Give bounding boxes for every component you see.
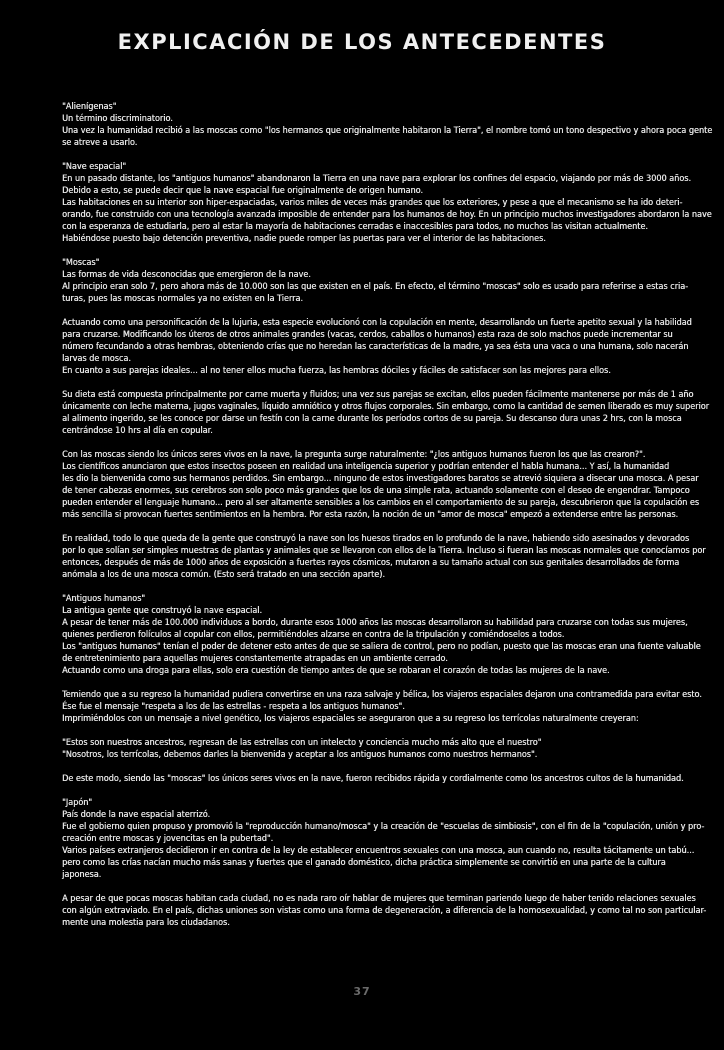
text-line: más sencilla si provocan fuertes sentimientos en la hembra. Por esta razón, la noción de un "amor de mosca" empezó a extenderse entre las personas. — [62, 510, 679, 520]
text-line: con algún extraviado. En el país, dichas uniones son vistas como una forma de degeneración, a diferencia de la homosexualidad, y como tal no son particular- — [62, 906, 707, 916]
text-line: anómala a los de una mosca común. (Esto será tratado en una sección aparte). — [62, 570, 385, 580]
text-line: Temiendo que a su regreso la humanidad pudiera convertirse en una raza salvaje y bélica, los viajeros espaciales dejaron una contramedida para evitar esto. — [62, 690, 702, 700]
text-line: En un pasado distante, los "antiguos humanos" abandonaron la Tierra en una nave para explorar los confines del espacio, viajando por más de 3000 años. — [62, 174, 691, 184]
text-line: Varios países extranjeros decidieron ir en contra de la ley de establecer encuentros sexuales con una mosca, aun cuando no, resulta tácitamente un tabú... — [62, 846, 695, 856]
paragraph — [62, 737, 674, 761]
text-line: "Estos son nuestros ancestros, regresan de las estrellas con un intelecto y conciencia mucho más alto que el nuestro" — [62, 738, 542, 748]
paragraph — [62, 389, 709, 437]
text-line: Actuando como una droga para ellas, solo era cuestión de tiempo antes de que se robaran el corazón de todas las mujeres de la nave. — [62, 666, 610, 676]
section — [62, 161, 712, 245]
page-title: EXPLICACIÓN DE LOS ANTECEDENTES — [117, 30, 607, 54]
paragraph — [62, 689, 702, 725]
text-line: Debido a esto, se puede decir que la nave espacial fue originalmente de origen humano. — [62, 186, 423, 196]
text-line: En cuanto a sus parejas ideales... al no tener ellos mucha fuerza, las hembras dóciles y fáciles de satisfacer son las mejores para ellos. — [62, 366, 611, 376]
paragraph — [62, 269, 689, 305]
section — [62, 593, 702, 785]
text-line: "Nosotros, los terrícolas, debemos darles la bienvenida y aceptar a los antiguos humanos como nuestros hermanos". — [62, 750, 538, 760]
text-line: Imprimiéndolos con un mensaje a nivel genético, los viajeros espaciales se aseguraron que a su regreso los terrícolas naturalmente creyeran: — [62, 714, 639, 724]
text-line: Las formas de vida desconocidas que emergieron de la nave. — [62, 270, 311, 280]
text-line: al alimento ingerido, se les conoce por darse un festín con la carne durante los períodos cortos de su pareja. Su descanso dura unas 2 hrs, con la mosca — [62, 414, 682, 424]
text-line: para cruzarse. Modificando los úteros de otros animales grandes (vacas, cerdos, caballos o humanos) esta raza de solo machos puede incrementar su — [62, 330, 673, 340]
text-line: Una vez la humanidad recibió a las moscas como "los hermanos que originalmente habitaron la Tierra", el nombre tomó un tono despectivo y ahora poca gente — [62, 126, 713, 136]
text-line: centrándose 10 hrs al día en copular. — [62, 426, 213, 436]
text-line: entonces, después de más de 1000 años de exposición a fuertes rayos cósmicos, mutaron a su tamaño actual con sus genitales desarrollados de forma — [62, 558, 680, 568]
page-number: 37 — [353, 985, 371, 998]
section-heading: "Nave espacial" — [62, 162, 127, 172]
text-line: A pesar de tener más de 100.000 individuos a bordo, durante esos 1000 años las moscas desarrollaron su habilidad para cruzarse con todas sus mujeres, — [62, 618, 688, 628]
text-line: larvas de mosca. — [62, 354, 131, 364]
section-heading: "Moscas" — [62, 258, 100, 268]
paragraph — [62, 173, 712, 245]
text-line: La antigua gente que construyó la nave espacial. — [62, 606, 262, 616]
text-line: Al principio eran solo 7, pero ahora más de 10.000 son las que existen en el país. En efecto, el término "moscas" solo es usado para referirse a estas cria- — [62, 282, 689, 292]
text-line: Las habitaciones en su interior son hiper-espaciadas, varios miles de veces más grandes que los exteriores, y pese a que el mecanismo se ha ido deteri- — [62, 198, 683, 208]
text-line: Los "antiguos humanos" tenían el poder de detener esto antes de que se saliera de control, pero no podían, puesto que las moscas eran una fuente valuable — [62, 642, 701, 652]
text-line: con la esperanza de estudiarla, pero al estar la mayoría de habitaciones cerradas e inaccesibles para todos, no muchos las visitan actualmente. — [62, 222, 648, 232]
text-line: creación entre moscas y jovencitas en la pubertad". — [62, 834, 274, 844]
text-line: Los científicos anunciaron que estos insectos poseen en realidad una inteligencia superior y podrían entender el habla humana... Y así, la humanidad — [62, 462, 670, 472]
text-line: únicamente con leche materna, jugos vaginales, líquido amniótico y otros flujos corporales. Sin embargo, como la cantidad de semen liberado es muy superior — [62, 402, 709, 412]
paragraph — [62, 809, 705, 881]
text-line: Habiéndose puesto bajo detención preventiva, nadie puede romper las puertas para ver el interior de las habitaciones. — [62, 234, 546, 244]
paragraph — [62, 113, 713, 149]
paragraph — [62, 533, 706, 581]
text-line: pero como las crías nacían mucho más sanas y fuertes que el ganado doméstico, dicha práctica simplemente se convirtió en una parte de la cultura — [62, 858, 666, 868]
text-line: por lo que solían ser simples muestras de plantas y animales que se llevaron con ellos de la Tierra. Incluso si fueran las moscas normales que conocíamos por — [62, 546, 706, 556]
section-heading: "Japón" — [62, 798, 93, 808]
text-line: les dio la bienvenida como sus hermanos perdidos. Sin embargo... ninguno de estos investigadores baratos se atrevió siquiera a disecar una mosca. A pesar — [62, 474, 699, 484]
section — [62, 101, 713, 149]
text-line: En realidad, todo lo que queda de la gente que construyó la nave son los huesos tirados en lo profundo de la nave, habiendo sido asesinados y devorados — [62, 534, 690, 544]
text-line: País donde la nave espacial aterrizó. — [62, 810, 211, 820]
text-line: turas, pues las moscas normales ya no existen en la Tierra. — [62, 294, 303, 304]
paragraph — [62, 317, 692, 377]
text-line: Un término discriminatorio. — [62, 114, 173, 124]
paragraph — [62, 605, 701, 677]
text-line: orando, fue construido con una tecnología avanzada imposible de entender para los humanos de hoy. En un principio muchos investigadores abordaron la nave — [62, 210, 712, 220]
text-line: Actuando como una personificación de la lujuria, esta especie evolucionó con la copulación en mente, desarrollando un fuerte apetito sexual y la habilidad — [62, 318, 692, 328]
text-line: pueden entender el lenguaje humano... pero al ser altamente sensibles a los cambios en el comportamiento de su pareja, descubrieron que la copulación es — [62, 498, 700, 508]
text-line: japonesa. — [62, 870, 102, 880]
text-line: de tener cabezas enormes, sus cerebros son solo poco más grandes que los de una simple rata, actuando solamente con el deseo de engendrar. Tampoco — [62, 486, 690, 496]
text-line: Ése fue el mensaje "respeta a los de las estrellas - respeta a los antiguos humanos". — [62, 702, 405, 712]
section — [62, 257, 709, 581]
text-line: quienes perdieron folículos al copular con ellos, permitiéndoles alzarse en contra de la tripulación y comiéndoselos a todos. — [62, 630, 565, 640]
paragraph — [62, 773, 684, 785]
text-line: A pesar de que pocas moscas habitan cada ciudad, no es nada raro oír hablar de mujeres que terminan pariendo luego de haber tenido relaciones sexuales — [62, 894, 696, 904]
paragraph — [62, 449, 700, 521]
text-line: se atreve a usarlo. — [62, 138, 138, 148]
text-line: Fue el gobierno quien propuso y promovió la "reproducción humano/mosca" y la creación de "escuelas de simbiosis", con el fin de la "copulación, unión y pro- — [62, 822, 705, 832]
paragraph — [62, 893, 707, 929]
text-line: Su dieta está compuesta principalmente por carne muerta y fluidos; una vez sus parejas se excitan, ellos pueden fácilmente mantenerse por más de 1 año — [62, 390, 694, 400]
text-line: De este modo, siendo las "moscas" los únicos seres vivos en la nave, fueron recibidos rápida y cordialmente como los ancestros cultos de la humanidad. — [62, 774, 684, 784]
text-block — [62, 101, 713, 929]
section-heading: "Alienígenas" — [62, 102, 117, 112]
section-heading: "Antiguos humanos" — [62, 594, 146, 604]
section — [62, 797, 707, 929]
text-line: Con las moscas siendo los únicos seres vivos en la nave, la pregunta surge naturalmente: "¿los antiguos humanos fueron los que las crearon?". — [62, 450, 646, 460]
text-line: de entretenimiento para aquellas mujeres constantemente atrapadas en un ambiente cerrado. — [62, 654, 448, 664]
text-line: mente una molestia para los ciudadanos. — [62, 918, 230, 928]
text-line: número fecundando a otras hembras, obteniendo crías que no heredan las características de la madre, ya sea ésta una vaca o una humana, solo nacerán — [62, 342, 689, 352]
